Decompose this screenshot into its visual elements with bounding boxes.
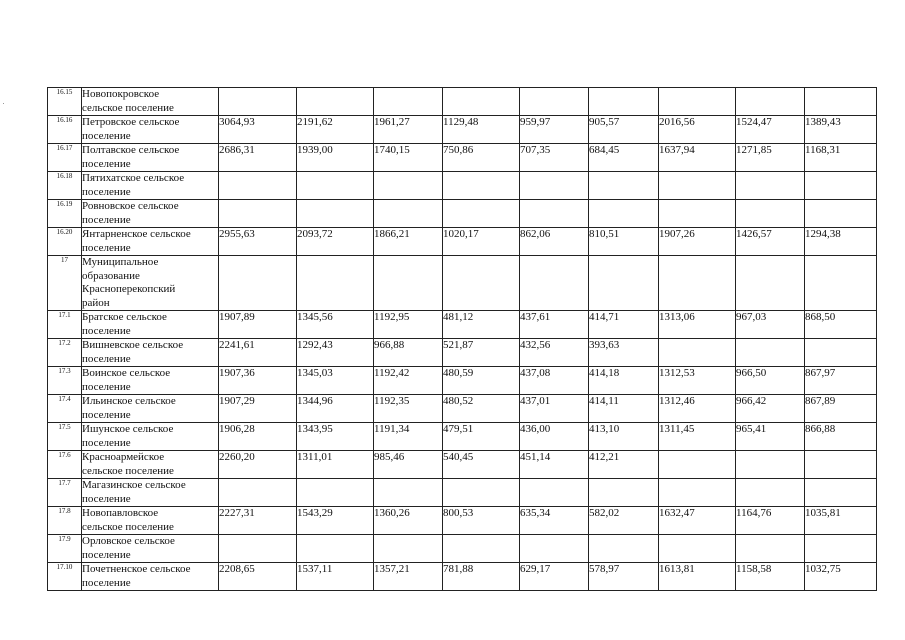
row-number: 17.7 [48,479,82,507]
value-cell: 1035,81 [805,507,877,535]
value-cell [520,256,589,311]
value-cell [520,479,589,507]
settlement-name-line: Ровновское сельское [82,200,179,212]
row-number: 16.17 [48,144,82,172]
value-cell: 1613,81 [659,563,736,591]
value-cell: 985,46 [374,451,443,479]
settlement-name-line: Вишневское сельское [82,339,184,351]
value-cell: 2191,62 [297,116,374,144]
table-row [48,200,877,228]
value-cell: 479,51 [443,423,520,451]
value-cell [659,200,736,228]
value-cell: 1906,28 [219,423,297,451]
value-cell [659,451,736,479]
settlement-name-line: сельское поселение [82,464,174,477]
value-cell: 2260,20 [219,451,297,479]
settlement-name-line: Новопокровское [82,88,160,100]
row-number: 16.19 [48,200,82,228]
value-cell [736,256,805,311]
value-cell: 1345,03 [297,367,374,395]
value-cell: 1907,36 [219,367,297,395]
value-cell: 1907,26 [659,228,736,256]
value-cell [219,256,297,311]
row-number: 16.15 [48,88,82,116]
row-number: 17.4 [48,395,82,423]
value-cell: 1907,29 [219,395,297,423]
value-cell: 629,17 [520,563,589,591]
value-cell: 481,12 [443,311,520,339]
value-cell: 1345,56 [297,311,374,339]
value-cell: 1311,45 [659,423,736,451]
row-number: 17.8 [48,507,82,535]
row-number: 17.6 [48,451,82,479]
value-cell [297,479,374,507]
value-cell [443,256,520,311]
value-cell: 540,45 [443,451,520,479]
value-cell: 966,88 [374,339,443,367]
settlement-name [82,507,219,535]
value-cell [589,172,659,200]
value-cell: 966,42 [736,395,805,423]
settlement-name [82,423,219,451]
value-cell: 1192,42 [374,367,443,395]
value-cell [805,535,877,563]
settlement-name [82,395,219,423]
value-cell [219,88,297,116]
value-cell: 1632,47 [659,507,736,535]
value-cell: 2227,31 [219,507,297,535]
value-cell: 480,52 [443,395,520,423]
value-cell [805,451,877,479]
value-cell [589,535,659,563]
settlement-name-line: Петровское сельское [82,116,180,128]
settlement-name-line: поселение [82,548,131,561]
settlement-name-line: Воинское сельское [82,367,171,379]
value-cell [805,339,877,367]
value-cell [297,172,374,200]
value-cell: 2686,31 [219,144,297,172]
value-cell [374,535,443,563]
row-number: 17.1 [48,311,82,339]
value-cell: 1313,06 [659,311,736,339]
value-cell: 2208,65 [219,563,297,591]
value-cell [374,256,443,311]
settlement-name-line: поселение [82,213,131,226]
value-cell: 451,14 [520,451,589,479]
value-cell: 2955,63 [219,228,297,256]
row-number: 17.3 [48,367,82,395]
value-cell: 582,02 [589,507,659,535]
value-cell [443,535,520,563]
value-cell: 1311,01 [297,451,374,479]
value-cell [589,479,659,507]
value-cell [659,172,736,200]
value-cell: 413,10 [589,423,659,451]
value-cell [443,88,520,116]
value-cell: 1939,00 [297,144,374,172]
value-cell [736,451,805,479]
value-cell: 1168,31 [805,144,877,172]
value-cell: 3064,93 [219,116,297,144]
value-cell: 800,53 [443,507,520,535]
value-cell: 1389,43 [805,116,877,144]
value-cell: 578,97 [589,563,659,591]
settlement-name-line: поселение [82,408,131,421]
value-cell: 414,71 [589,311,659,339]
settlement-name [82,563,219,591]
settlement-name-line: Янтарненское сельское [82,228,191,240]
value-cell [219,200,297,228]
table-row [48,423,877,451]
value-cell: 1360,26 [374,507,443,535]
value-cell: 1907,89 [219,311,297,339]
value-cell: 1020,17 [443,228,520,256]
value-cell [805,200,877,228]
value-cell: 412,21 [589,451,659,479]
value-cell: 1343,95 [297,423,374,451]
value-cell: 1312,46 [659,395,736,423]
table-row [48,507,877,535]
value-cell: 393,63 [589,339,659,367]
value-cell: 1357,21 [374,563,443,591]
settlement-name-line: образование [82,269,140,282]
value-cell [520,88,589,116]
table-row [48,88,877,116]
value-cell: 432,56 [520,339,589,367]
settlement-name [82,144,219,172]
settlement-name [82,311,219,339]
value-cell: 1524,47 [736,116,805,144]
settlement-name-line: Ильинское сельское [82,395,176,407]
row-number: 17.9 [48,535,82,563]
value-cell [805,172,877,200]
value-cell: 867,97 [805,367,877,395]
table-row [48,116,877,144]
value-cell [659,256,736,311]
row-number: 17.5 [48,423,82,451]
value-cell [443,479,520,507]
table-row [48,339,877,367]
table-body [48,88,877,591]
settlement-name-line: Новопавловское [82,507,159,519]
value-cell: 684,45 [589,144,659,172]
settlement-name-line: Ишунское сельское [82,423,174,435]
value-cell: 2016,56 [659,116,736,144]
settlement-name-line: поселение [82,324,131,337]
settlement-name [82,451,219,479]
settlement-name [82,172,219,200]
value-cell: 1191,34 [374,423,443,451]
value-cell [297,200,374,228]
value-cell: 1294,38 [805,228,877,256]
value-cell [736,479,805,507]
settlement-name-line: поселение [82,380,131,393]
value-cell: 1158,58 [736,563,805,591]
value-cell [219,535,297,563]
value-cell: 1740,15 [374,144,443,172]
settlement-name [82,88,219,116]
settlement-name-line: поселение [82,129,131,142]
row-number: 16.20 [48,228,82,256]
table-row [48,395,877,423]
value-cell: 1426,57 [736,228,805,256]
value-cell [736,535,805,563]
value-cell [297,88,374,116]
settlement-name-line: Магазинское сельское [82,479,186,491]
value-cell [659,479,736,507]
settlement-name-line: поселение [82,436,131,449]
value-cell: 707,35 [520,144,589,172]
value-cell: 967,03 [736,311,805,339]
value-cell [520,172,589,200]
value-cell [374,88,443,116]
value-cell [443,172,520,200]
table-row [48,172,877,200]
settlement-name [82,339,219,367]
value-cell [589,200,659,228]
value-cell: 1537,11 [297,563,374,591]
value-cell: 480,59 [443,367,520,395]
settlement-name-line: поселение [82,241,131,254]
table-row [48,563,877,591]
value-cell [805,88,877,116]
value-cell [659,88,736,116]
settlement-name [82,367,219,395]
settlement-name [82,116,219,144]
value-cell: 965,41 [736,423,805,451]
value-cell [589,256,659,311]
row-number: 17.2 [48,339,82,367]
value-cell: 862,06 [520,228,589,256]
value-cell: 1543,29 [297,507,374,535]
value-cell: 1344,96 [297,395,374,423]
value-cell: 1961,27 [374,116,443,144]
value-cell: 2093,72 [297,228,374,256]
value-cell [736,339,805,367]
value-cell: 905,57 [589,116,659,144]
settlement-name-line: Братское сельское [82,311,167,323]
settlement-name [82,200,219,228]
value-cell: 1032,75 [805,563,877,591]
settlement-name-line: Полтавское сельское [82,144,180,156]
table-row [48,144,877,172]
value-cell: 867,89 [805,395,877,423]
value-cell [443,200,520,228]
table-row [48,535,877,563]
settlement-name-line: Пятихатское сельское [82,172,185,184]
row-number: 17.10 [48,563,82,591]
settlement-name-line: поселение [82,492,131,505]
settlement-name-line: район [82,296,110,309]
settlement-name-line: поселение [82,576,131,589]
settlement-name-line: Орловское сельское [82,535,175,547]
value-cell: 635,34 [520,507,589,535]
value-cell: 1312,53 [659,367,736,395]
settlement-name-line: поселение [82,157,131,170]
value-cell [659,535,736,563]
value-cell: 866,88 [805,423,877,451]
table-row [48,479,877,507]
value-cell [374,200,443,228]
value-cell: 868,50 [805,311,877,339]
value-cell: 810,51 [589,228,659,256]
value-cell [297,256,374,311]
value-cell: 1129,48 [443,116,520,144]
value-cell: 1192,35 [374,395,443,423]
value-cell: 414,18 [589,367,659,395]
settlement-name-line: Почетненское сельское [82,563,191,575]
value-cell: 750,86 [443,144,520,172]
value-cell: 1164,76 [736,507,805,535]
settlement-name-line: сельское поселение [82,101,174,114]
value-cell: 1866,21 [374,228,443,256]
value-cell [374,172,443,200]
value-cell [297,535,374,563]
value-cell: 959,97 [520,116,589,144]
value-cell [589,88,659,116]
value-cell: 436,00 [520,423,589,451]
settlement-name-line: Муниципальное [82,256,159,268]
value-cell [520,535,589,563]
table-row [48,256,877,311]
value-cell [520,200,589,228]
value-cell: 437,08 [520,367,589,395]
value-cell: 1192,95 [374,311,443,339]
table-row [48,451,877,479]
table-row [48,367,877,395]
value-cell: 1292,43 [297,339,374,367]
value-cell [219,172,297,200]
settlement-name-line: Красноармейское [82,451,165,463]
value-cell: 521,87 [443,339,520,367]
settlement-name [82,228,219,256]
row-number: 16.16 [48,116,82,144]
value-cell: 1637,94 [659,144,736,172]
table-row [48,311,877,339]
row-number: 16.18 [48,172,82,200]
value-cell [736,88,805,116]
value-cell [736,172,805,200]
value-cell: 1271,85 [736,144,805,172]
value-cell [736,200,805,228]
row-number: 17 [48,256,82,311]
settlement-name [82,479,219,507]
value-cell [805,256,877,311]
settlement-name-line: поселение [82,185,131,198]
scan-speck [3,103,4,104]
value-cell: 414,11 [589,395,659,423]
value-cell: 437,61 [520,311,589,339]
value-cell [805,479,877,507]
settlement-name-line: поселение [82,352,131,365]
value-cell: 966,50 [736,367,805,395]
settlement-name-line: Красноперекопский [82,283,176,295]
tariff-table [47,87,877,591]
value-cell: 781,88 [443,563,520,591]
settlement-name [82,535,219,563]
value-cell: 2241,61 [219,339,297,367]
value-cell [374,479,443,507]
value-cell: 437,01 [520,395,589,423]
settlement-name-line: сельское поселение [82,520,174,533]
value-cell [659,339,736,367]
settlement-name [82,256,219,311]
value-cell [219,479,297,507]
table-row [48,228,877,256]
